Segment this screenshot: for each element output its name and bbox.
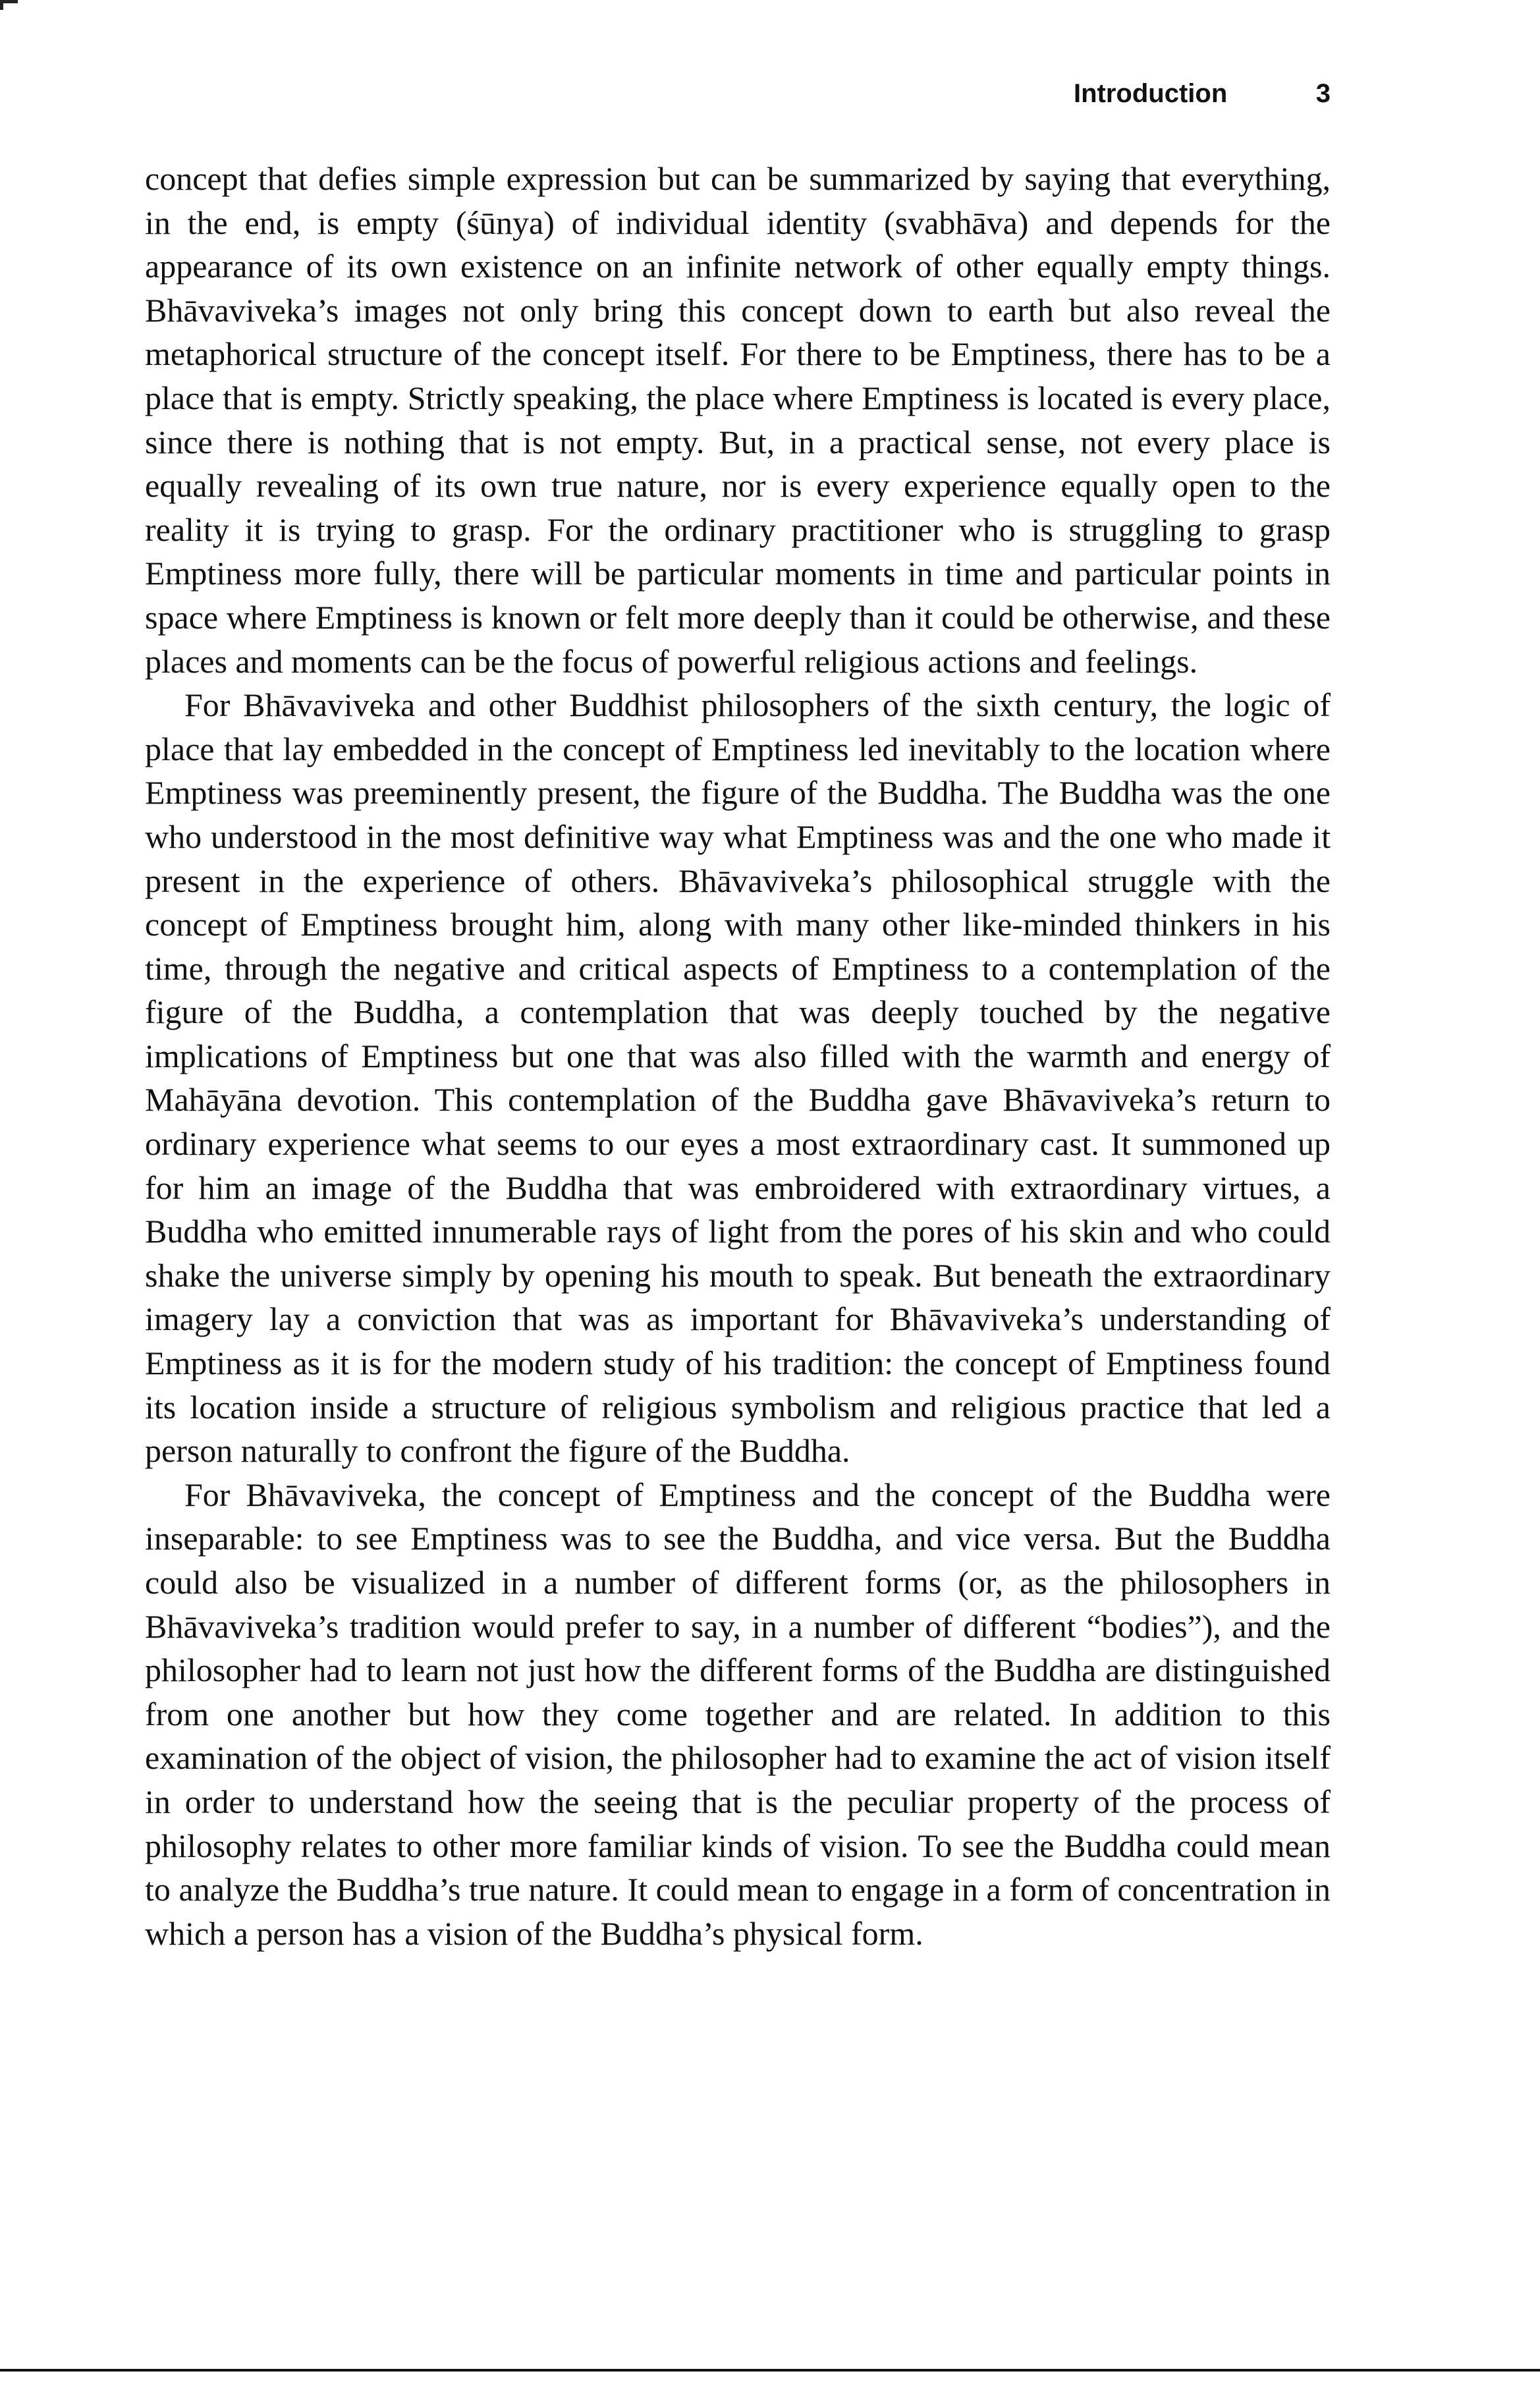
paragraph: For Bhāvaviveka, the concept of Emptiness and the concept of the Buddha were inseparable: to see Emptiness was to see the Buddha, and vice versa. But the Buddha could also be visualized in a number of different forms (or, as the philosophers in Bhāvaviveka’s tradition would prefer to say, in a number of different “bodies”), and the philosopher had to learn not just how the different forms of the Buddha are distinguished from one another but how they come together and are related. In addition to this examination of the object of vision, the philosopher had to examine the act of vision itself in order to understand how the seeing that is the peculiar property of the process of philosophy relates to other more familiar kinds of vision. To see the Buddha could mean to analyze the Buddha’s true nature. It could mean to engage in a form of concentration in which a person has a vision of the Buddha’s physical form.: [145, 1476, 1331, 1952]
paragraph: concept that defies simple expression but can be summarized by saying that everything, in the end, is empty (śūnya) of individual identity (svabhāva) and depends for the appearance of its own existence on an infinite network of other equally empty things. Bhāvaviveka’s images not only bring this concept down to earth but also reveal the metaphorical structure of the concept itself. For there to be Emptiness, there has to be a place that is empty. Strictly speaking, the place where Emptiness is located is every place, since there is nothing that is not empty. But, in a practical sense, not every place is equally revealing of its own true nature, nor is every experience equally open to the reality it is trying to grasp. For the ordinary practitioner who is struggling to grasp Emptiness more fully, there will be particular moments in time and particular points in space where Emptiness is known or felt more deeply than it could be otherwise, and these places and moments can be the focus of powerful religious actions and feelings.: [145, 160, 1331, 680]
bottom-edge-line: [0, 2369, 1540, 2372]
paragraph: For Bhāvaviveka and other Buddhist philosophers of the sixth century, the logic of place that lay embedded in the concept of Emptiness led inevitably to the location where Emptiness was preeminently present, the figure of the Buddha. The Buddha was the one who understood in the most definitive way what Emptiness was and the one who made it present in the experience of others. Bhāvaviveka’s philosophical struggle with the concept of Emptiness brought him, along with many other like-minded thinkers in his time, through the negative and critical aspects of Emptiness to a contemplation of the figure of the Buddha, a contemplation that was deeply touched by the negative implications of Emptiness but one that was also filled with the warmth and energy of Mahāyāna devotion. This contemplation of the Buddha gave Bhāvaviveka’s return to ordinary experience what seems to our eyes a most extraordinary cast. It summoned up for him an image of the Buddha that was embroidered with extraordinary virtues, a Buddha who emitted innumerable rays of light from the pores of his skin and who could shake the universe simply by opening his mouth to speak. But beneath the extraordinary imagery lay a conviction that was as important for Bhāvaviveka’s understanding of Emptiness as it is for the modern study of his tradition: the concept of Emptiness found its location inside a structure of religious symbolism and religious practice that led a person naturally to confront the figure of the Buddha.: [145, 686, 1331, 1470]
crop-mark: [0, 0, 18, 10]
page-number: 3: [1315, 79, 1331, 108]
running-head: [1021, 74, 1331, 113]
section-title: Introduction: [1074, 79, 1228, 108]
body-text: [145, 157, 1331, 1955]
